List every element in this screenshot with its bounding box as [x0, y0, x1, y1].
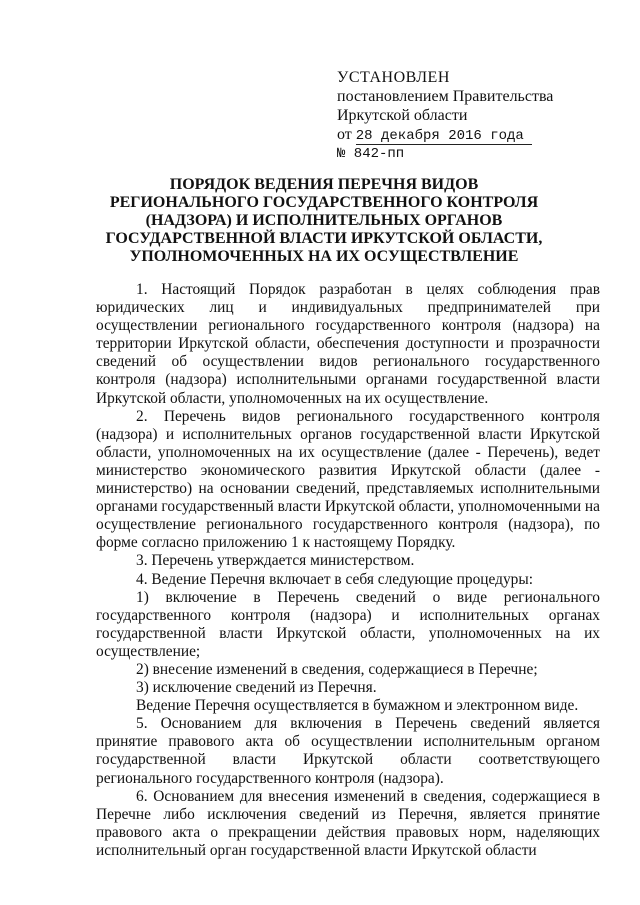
paragraph: 2) внесение изменений в сведения, содержащиеся в Перечне; [136, 660, 538, 678]
document-title: ПОРЯДОК ВЕДЕНИЯ ПЕРЕЧНЯ ВИДОВ РЕГИОНАЛЬНОГО ГОСУДАРСТВЕННОГО КОНТРОЛЯ (НАДЗОРА) И ИСПОЛНИТЕЛЬНЫХ ОРГАНОВ ГОСУДАРСТВЕННОЙ ВЛАСТИ ИРКУТСКОЙ ОБЛАСТИ, УПОЛНОМОЧЕННЫХ НА ИХ ОСУЩЕСТВЛЕНИЕ [105, 176, 543, 265]
approval-date-prefix: от [337, 126, 356, 143]
document-body [96, 281, 600, 860]
approval-line-resolution: постановлением Правительства [337, 88, 554, 105]
paragraph: 1) включение в Перечень сведений о виде регионального государственного контроля (надзора) и исполнительных органах государственной власти Иркутской области, уполномоченных на их осуществление; [96, 588, 600, 660]
paragraph: 3. Перечень утверждается министерством. [136, 552, 415, 570]
approval-heading: УСТАНОВЛЕН [337, 69, 450, 86]
paragraph: 5. Основанием для включения в Перечень сведений является принятие правового акта об осуществлении исполнительным органом государственной власти Иркутской области соответствующего регионального государственного контроля (надзора). [96, 715, 600, 787]
paragraph: 3) исключение сведений из Перечня. [136, 679, 377, 697]
approval-date-row [337, 125, 597, 145]
paragraph: Ведение Перечня осуществляется в бумажном и электронном виде. [136, 697, 579, 715]
paragraph: 4. Ведение Перечня включает в себя следующие процедуры: [136, 570, 533, 588]
approval-number: № 842-пп [337, 146, 405, 162]
approval-stamp [337, 68, 597, 164]
approval-line-region: Иркутской области [337, 107, 468, 124]
approval-date: 28 декабря 2016 года [356, 128, 532, 145]
paragraph: 1. Настоящий Порядок разработан в целях соблюдения прав юридических лиц и индивидуальных предпринимателей при осуществлении регионального государственного контроля (надзора) на территории Иркутской области, обеспечения доступности и прозрачности сведений об осуществлении видов регионального государственного контроля (надзора) исполнительными органами государственной власти Иркутской области, уполномоченных на их осуществление. [96, 281, 600, 407]
paragraph: 6. Основанием для внесения изменений в сведения, содержащиеся в Перечне либо исключения сведений из Перечня, является принятие правового акта о прекращении действия правовых норм, наделяющих исполнительный орган государственной власти Иркутской области [96, 787, 600, 859]
paragraph: 2. Перечень видов регионального государственного контроля (надзора) и исполнительных органов государственной власти Иркутской области, уполномоченных на их осуществление (далее - Перечень), ведет министерство экономического развития Иркутской области (далее - министерство) на основании сведений, представляемых исполнительными органами государственный власти Иркутской области, уполномоченными на осуществление регионального государственного контроля (надзора), по форме согласно приложению 1 к настоящему Порядку. [96, 407, 601, 552]
